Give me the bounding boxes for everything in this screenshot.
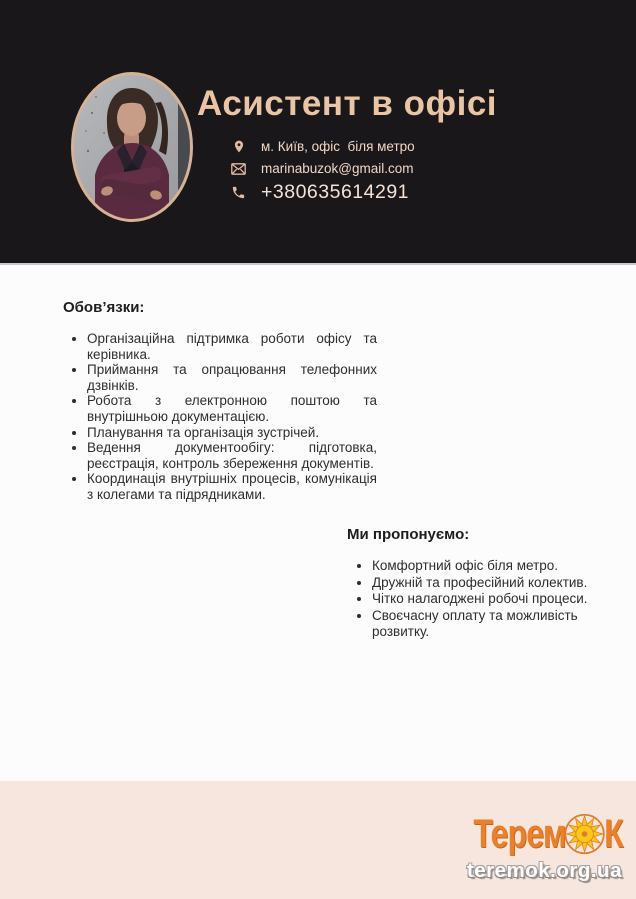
offer-item: • Дружній та професійний колектив. [372, 575, 606, 592]
logo-text-suffix: К [604, 812, 623, 856]
header-banner [0, 0, 636, 265]
duties-item: • Планування та організація зустрічей. [87, 425, 377, 441]
offer-heading: Ми пропонуємо: [347, 526, 470, 543]
duties-item: • Ведення документообігу: підготовка, реєстрація, контроль збереження документів. [87, 440, 377, 471]
offer-item: • Своєчасну оплату та можливість розвитку. [372, 608, 606, 641]
offer-item: • Комфортний офіс біля метро. [372, 558, 606, 575]
logo-text-prefix: Терем [473, 812, 566, 856]
contact-row-phone [231, 181, 415, 204]
email-text: marinabuzok@gmail.com [261, 161, 414, 176]
phone-icon [231, 185, 246, 200]
offer-item: • Чітко налагоджені робочі процеси. [372, 591, 606, 608]
duties-item: • Координація внутрішніх процесів, комунікація з колегами та підрядниками. [87, 471, 377, 502]
offer-list [347, 558, 606, 641]
contact-row-email [231, 161, 415, 176]
sun-icon [568, 813, 602, 855]
duties-heading: Обов’язки: [63, 299, 145, 316]
duties-item: • Робота з електронною поштою та внутрішньою документацією. [87, 393, 377, 424]
teremok-logo [474, 811, 623, 857]
duties-item: • Організаційна підтримка роботи офісу та керівника. [87, 331, 377, 362]
duties-item: • Приймання та опрацювання телефонних дзвінків. [87, 362, 377, 393]
location-pin-icon [231, 139, 246, 154]
contact-row-location [231, 139, 415, 154]
envelope-icon [231, 161, 246, 176]
profile-photo [71, 72, 193, 222]
location-text: м. Київ, офіс біля метро [261, 139, 415, 154]
website-url: teremok.org.ua [466, 859, 622, 882]
duties-list [63, 331, 377, 503]
contact-list [231, 139, 415, 204]
phone-text: +380635614291 [261, 181, 410, 203]
job-title: Асистент в офісі [197, 84, 498, 123]
woman-portrait-illustration [74, 75, 190, 219]
